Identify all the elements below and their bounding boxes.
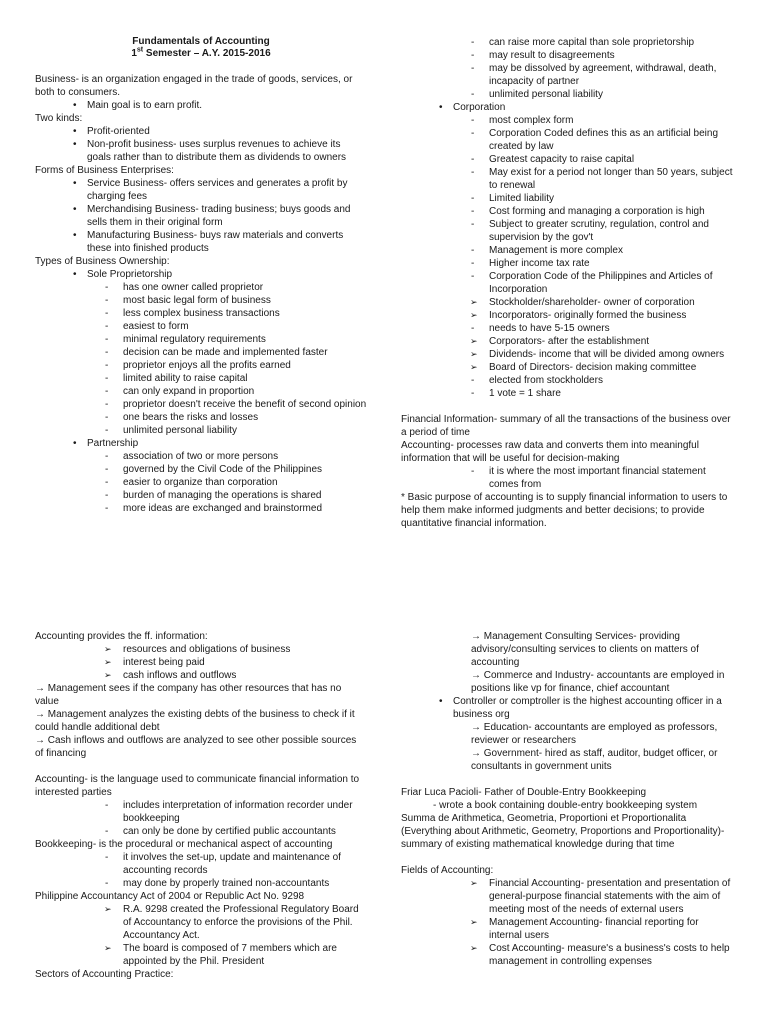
accounting-definition: Accounting- processes raw data and converts them into meaningful information that will be useful for decision-making <box>401 440 699 464</box>
provides-heading: Accounting provides the ff. information: <box>35 631 208 642</box>
semester-number: 1 <box>131 48 137 59</box>
corporation-item: ➢ Incorporators- originally formed the business <box>401 309 733 322</box>
government-sector: → Government- hired as staff, auditor, budget officer, or consultants in government units <box>471 748 718 772</box>
partnership-item: - unlimited personal liability <box>401 88 733 101</box>
corporation-label: • Corporation <box>401 101 733 114</box>
partnership-label: • Partnership <box>35 437 367 450</box>
page2-right-column <box>401 630 733 968</box>
corporation-item: - Corporation Coded defines this as an artificial being created by law <box>401 127 733 153</box>
corporation-list <box>401 114 733 400</box>
sole-item: - can only expand in proportion <box>35 385 367 398</box>
corporation-item: ➢ Corporators- after the establishment <box>401 335 733 348</box>
corporation-item: - Limited liability <box>401 192 733 205</box>
two-kinds-heading: Two kinds: <box>35 113 83 124</box>
field-item: ➢ Management Accounting- financial reporting for internal users <box>401 916 733 942</box>
corporation-item: ➢ Dividends- income that will be divided among owners <box>401 348 733 361</box>
commerce-industry-sector: → Commerce and Industry- accountants are employed in positions like vp for finance, chief accountant <box>471 670 725 694</box>
sole-proprietorship-label: • Sole Proprietorship <box>35 268 367 281</box>
basic-purpose-note: * Basic purpose of accounting is to supply financial information to users to help them make informed judgments and better decisions; to provide quantitative financial information. <box>401 492 728 529</box>
controller-note: • Controller or comptroller is the highest accounting officer in a business org <box>401 695 733 721</box>
sole-item: - proprietor enjoys all the profits earned <box>35 359 367 372</box>
document-title: Fundamentals of Accounting <box>132 36 270 47</box>
pacioli-book-note: - wrote a book containing double-entry bookkeeping system <box>433 800 698 811</box>
sole-item: - most basic legal form of business <box>35 294 367 307</box>
page1-left-column <box>35 36 367 515</box>
corporation-item: ➢ Stockholder/shareholder- owner of corporation <box>401 296 733 309</box>
pacioli-line: Friar Luca Pacioli- Father of Double-Entry Bookkeeping <box>401 787 647 798</box>
bookkeeping-definition: Bookkeeping- is the procedural or mechanical aspect of accounting <box>35 839 333 850</box>
sole-item: - less complex business transactions <box>35 307 367 320</box>
semester-text: Semester – A.Y. 2015-2016 <box>143 48 271 59</box>
corporation-item: - most complex form <box>401 114 733 127</box>
corporation-item: ➢ Board of Directors- decision making committee <box>401 361 733 374</box>
management-consulting-sector: → Management Consulting Services- providing advisory/consulting services to clients on matters of accounting <box>471 631 699 668</box>
form-item: • Service Business- offers services and generates a profit by charging fees <box>35 177 367 203</box>
fields-heading: Fields of Accounting: <box>401 865 494 876</box>
partnership-item: - may be dissolved by agreement, withdrawal, death, incapacity of partner <box>401 62 733 88</box>
accounting-language-item: - includes interpretation of information recorder under bookkeeping <box>35 799 367 825</box>
field-item: ➢ Financial Accounting- presentation and presentation of general-purpose financial statements with the aim of meeting most of the needs of external users <box>401 877 733 916</box>
business-definition: Business- is an organization engaged in the trade of goods, services, or both to consumers. <box>35 74 353 98</box>
semester-line <box>35 48 367 60</box>
provides-item: ➢ resources and obligations of business <box>35 643 367 656</box>
corporation-item: - Cost forming and managing a corporation is high <box>401 205 733 218</box>
sole-item: - limited ability to raise capital <box>35 372 367 385</box>
corporation-item: - May exist for a period not longer than 50 years, subject to renewal <box>401 166 733 192</box>
bookkeeping-item: - it involves the set-up, update and maintenance of accounting records <box>35 851 367 877</box>
partnership-item: - governed by the Civil Code of the Philippines <box>35 463 367 476</box>
sectors-heading: Sectors of Accounting Practice: <box>35 969 174 980</box>
accounting-language-item: - can only be done by certified public accountants <box>35 825 367 838</box>
provides-item: ➢ cash inflows and outflows <box>35 669 367 682</box>
field-item: ➢ Cost Accounting- measure's a business's costs to help management in controlling expenses <box>401 942 733 968</box>
corporation-item: - elected from stockholders <box>401 374 733 387</box>
sole-item: - decision can be made and implemented faster <box>35 346 367 359</box>
education-sector: → Education- accountants are employed as professors, reviewer or researchers <box>471 722 718 746</box>
financial-information-definition: Financial Information- summary of all the transactions of the business over a period of time <box>401 414 731 438</box>
sole-item: - minimal regulatory requirements <box>35 333 367 346</box>
sole-item: - has one owner called proprietor <box>35 281 367 294</box>
business-goal: • Main goal is to earn profit. <box>35 99 367 112</box>
partnership-item: - burden of managing the operations is shared <box>35 489 367 502</box>
kind-item: • Profit-oriented <box>35 125 367 138</box>
corporation-item: - Corporation Code of the Philippines and Articles of Incorporation <box>401 270 733 296</box>
management-note: → Management sees if the company has other resources that has no value <box>35 683 342 707</box>
summa-description: Summa de Arithmetica, Geometria, Proportioni et Proportionalita (Everything about Arithmetic, Geometry, Proportions and Proportionality)- summary of existing mathematical knowledge during that time <box>401 813 725 850</box>
page1-right-column <box>401 36 733 530</box>
types-heading: Types of Business Ownership: <box>35 256 170 267</box>
sole-item: - one bears the risks and losses <box>35 411 367 424</box>
pacioli-subline <box>401 799 733 812</box>
sole-item: - proprietor doesn't receive the benefit of second opinion <box>35 398 367 411</box>
provides-item: ➢ interest being paid <box>35 656 367 669</box>
partnership-item: - more ideas are exchanged and brainstormed <box>35 502 367 515</box>
corporation-item: - needs to have 5-15 owners <box>401 322 733 335</box>
semester-suffix: st <box>136 46 144 54</box>
sole-item: - unlimited personal liability <box>35 424 367 437</box>
partnership-item: - may result to disagreements <box>401 49 733 62</box>
forms-heading: Forms of Business Enterprises: <box>35 165 174 176</box>
kind-item: • Non-profit business- uses surplus revenues to achieve its goals rather than to distribute them as dividends to owners <box>35 138 367 164</box>
partnership-item: - can raise more capital than sole proprietorship <box>401 36 733 49</box>
sole-item: - easiest to form <box>35 320 367 333</box>
cash-flow-note: → Cash inflows and outflows are analyzed to see other possible sources of financing <box>35 735 357 759</box>
form-item: • Manufacturing Business- buys raw materials and converts these into finished products <box>35 229 367 255</box>
corporation-item: - Greatest capacity to raise capital <box>401 153 733 166</box>
accountancy-act-item: ➢ R.A. 9298 created the Professional Regulatory Board of Accountancy to enforce the provisions of the Phil. Accountancy Act. <box>35 903 367 942</box>
partnership-item: - easier to organize than corporation <box>35 476 367 489</box>
management-note: → Management analyzes the existing debts of the business to check if it could handle additional debt <box>35 709 355 733</box>
accountancy-act: Philippine Accountancy Act of 2004 or Republic Act No. 9298 <box>35 891 305 902</box>
page2-left-column <box>35 630 367 981</box>
corporation-item: - Higher income tax rate <box>401 257 733 270</box>
accounting-subpoint: - it is where the most important financial statement comes from <box>401 465 733 491</box>
bookkeeping-item: - may done by properly trained non-accountants <box>35 877 367 890</box>
accounting-language-definition: Accounting- is the language used to communicate financial information to interested parties <box>35 774 360 798</box>
corporation-item: - 1 vote = 1 share <box>401 387 733 400</box>
form-item: • Merchandising Business- trading business; buys goods and sells them in their original form <box>35 203 367 229</box>
corporation-item: - Subject to greater scrutiny, regulation, control and supervision by the gov't <box>401 218 733 244</box>
corporation-item: - Management is more complex <box>401 244 733 257</box>
partnership-item: - association of two or more persons <box>35 450 367 463</box>
accountancy-act-item: ➢ The board is composed of 7 members which are appointed by the Phil. President <box>35 942 367 968</box>
